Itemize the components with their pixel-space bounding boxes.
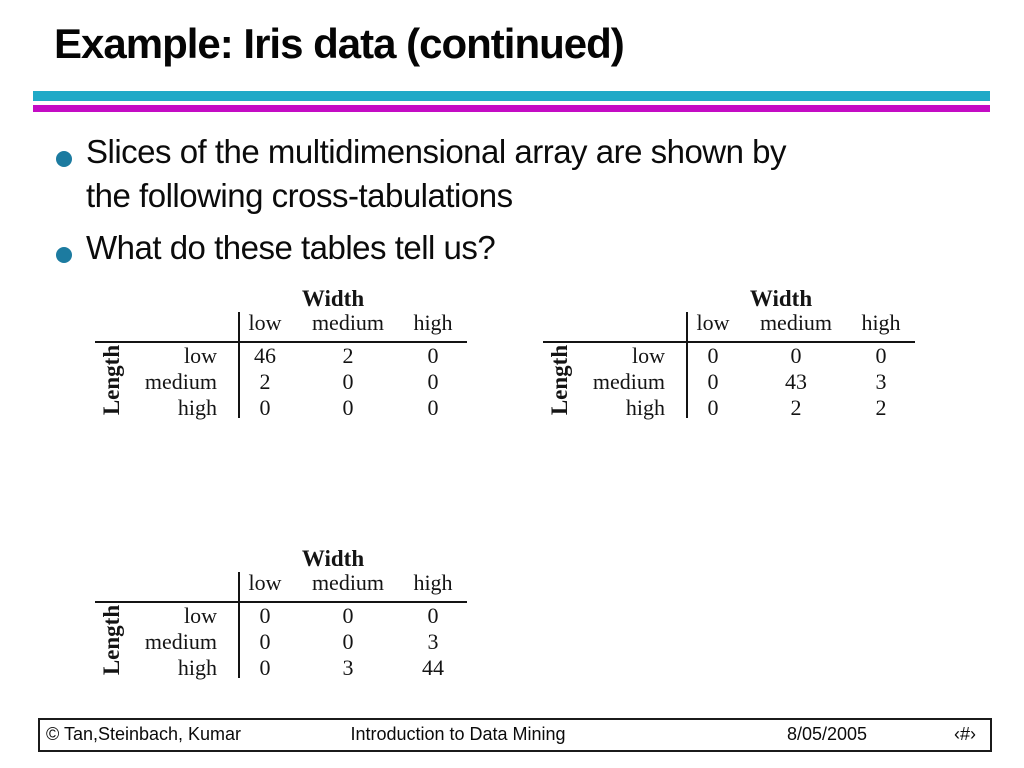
bullet-item [86,130,786,218]
footer-copyright: © Tan,Steinbach, Kumar [46,724,242,744]
table-vertical-rule [686,312,688,418]
row-header: medium [144,369,217,394]
table-cell: 0 [790,343,802,368]
slide-title: Example: Iris data (continued) [54,20,624,67]
col-header: medium [311,310,385,335]
bullet-line: Slices of the multidimensional array are shown by [86,133,787,170]
col-dimension-label: Width [749,286,813,311]
row-header: high [625,395,665,420]
table-cell: 0 [342,629,354,654]
row-header: low [632,343,665,368]
table-cell: 0 [342,603,354,628]
col-header: low [248,570,282,595]
col-header: high [413,310,453,335]
bullet-line: the following cross-tabulations [86,177,513,214]
col-dimension-label: Width [301,546,365,571]
title-rule-teal [33,91,990,101]
row-dimension-label: Length [547,344,572,416]
row-header: high [177,395,217,420]
bullet-icon [56,151,72,167]
table-cell: 46 [254,343,276,368]
col-header: medium [311,570,385,595]
table-cell: 0 [259,603,271,628]
row-dimension-label: Length [99,344,124,416]
footer-course-title: Introduction to Data Mining [350,724,566,744]
table-cell: 0 [875,343,887,368]
bullet-item [86,226,495,270]
col-header: low [696,310,730,335]
bullet-line: What do these tables tell us? [86,229,496,266]
table-cell: 0 [259,395,271,420]
row-header: medium [144,629,217,654]
table-cell: 3 [875,369,887,394]
table-cell: 2 [342,343,354,368]
title-rule-magenta [33,105,990,112]
cross-tab-table-2 [543,288,915,420]
table-cell: 2 [790,395,802,420]
table-cell: 3 [342,655,354,680]
table-cell: 3 [427,629,439,654]
table-cell: 0 [707,395,719,420]
row-header: low [184,343,217,368]
col-header: high [413,570,453,595]
col-header: medium [759,310,833,335]
footer-page-number: ‹#› [954,724,976,744]
footer-bar [38,718,992,752]
row-header: high [177,655,217,680]
table-vertical-rule [238,312,240,418]
table-cell: 2 [875,395,887,420]
table-cell: 0 [342,395,354,420]
bullet-icon [56,247,72,263]
row-dimension-label: Length [99,604,124,676]
table-cell: 44 [422,655,444,680]
table-cell: 0 [427,603,439,628]
cross-tab-table-1 [95,288,467,420]
table-cell: 0 [427,369,439,394]
table-cell: 0 [342,369,354,394]
table-cell: 0 [259,655,271,680]
col-header: low [248,310,282,335]
footer-date: 8/05/2005 [786,724,868,744]
table-cell: 0 [427,395,439,420]
row-header: low [184,603,217,628]
table-cell: 0 [707,343,719,368]
row-header: medium [592,369,665,394]
table-cell: 2 [259,369,271,394]
col-header: high [861,310,901,335]
table-cell: 0 [427,343,439,368]
table-vertical-rule [238,572,240,678]
col-dimension-label: Width [301,286,365,311]
cross-tab-table-3 [95,548,467,680]
table-cell: 0 [259,629,271,654]
table-cell: 43 [785,369,807,394]
table-cell: 0 [707,369,719,394]
